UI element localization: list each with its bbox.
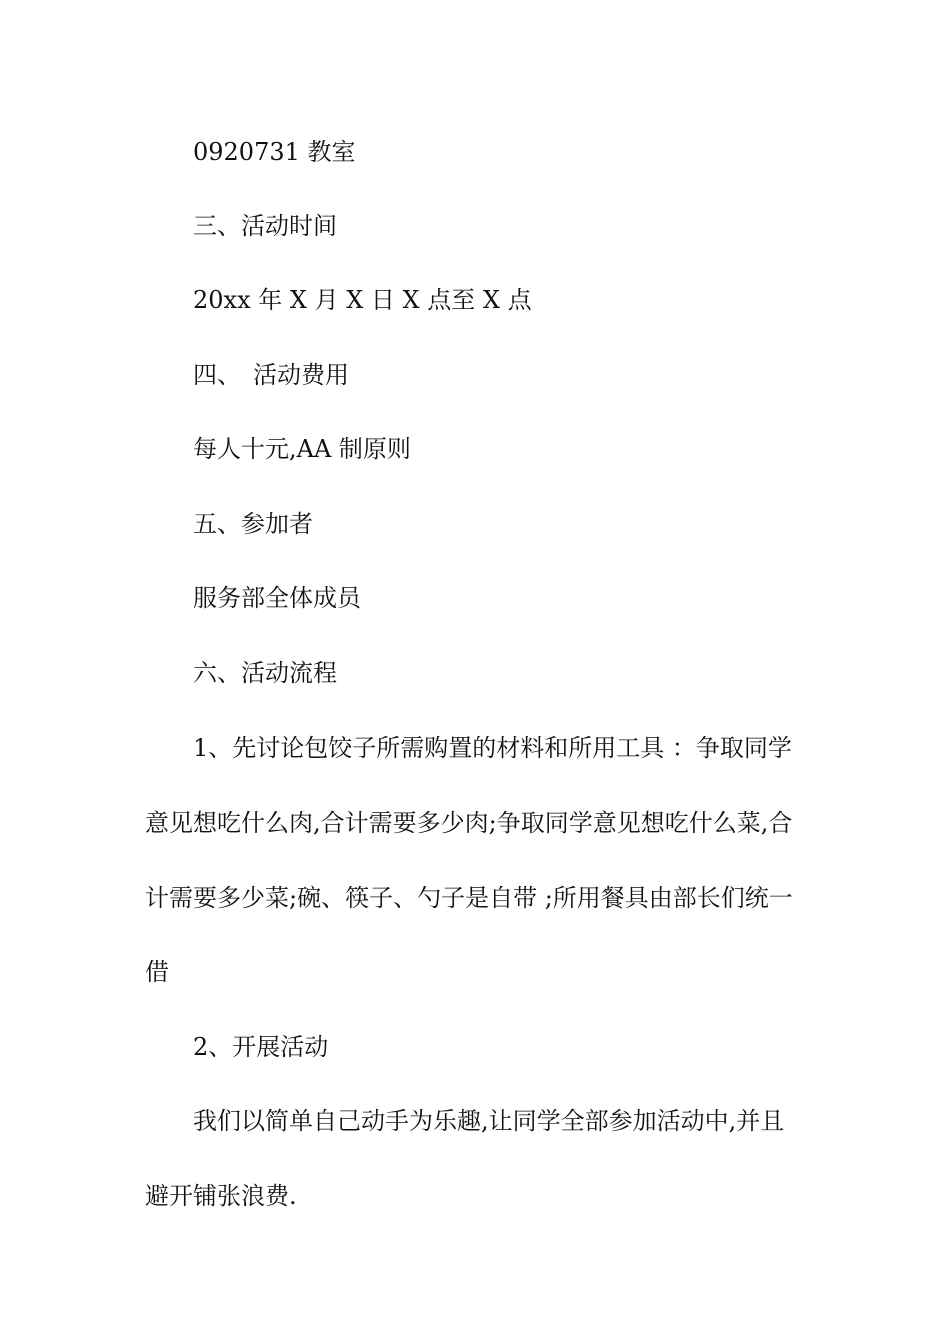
time-text: 20xx 年 X 月 X 日 X 点至 X 点 [193,286,532,314]
paragraph-2-line-1: 我们以简单自己动手为乐趣,让同学全部参加活动中,并且 [193,1107,785,1135]
paragraph-2-line-2: 避开铺张浪费. [145,1182,297,1210]
cost-text: 每人十元,AA 制原则 [193,435,411,463]
location-text: 0920731 教室 [193,138,356,166]
paragraph-1-line-3: 计需要多少菜;碗、筷子、勺子是自带 ;所用餐具由部长们统一 [145,884,793,912]
paragraph-1-line-4: 借 [145,958,169,986]
section-heading-process: 六、活动流程 [193,659,337,687]
section-heading-time: 三、活动时间 [193,212,337,240]
section-heading-cost: 四、 活动费用 [193,361,349,389]
paragraph-1-line-2: 意见想吃什么肉,合计需要多少肉;争取同学意见想吃什么菜,合 [145,809,793,837]
step-2-heading: 2、开展活动 [193,1033,329,1061]
paragraph-1-line-1: 1、先讨论包饺子所需购置的材料和所用工具 ：争取同学 [193,734,792,762]
participants-text: 服务部全体成员 [193,584,361,612]
section-heading-participants: 五、参加者 [193,510,313,538]
